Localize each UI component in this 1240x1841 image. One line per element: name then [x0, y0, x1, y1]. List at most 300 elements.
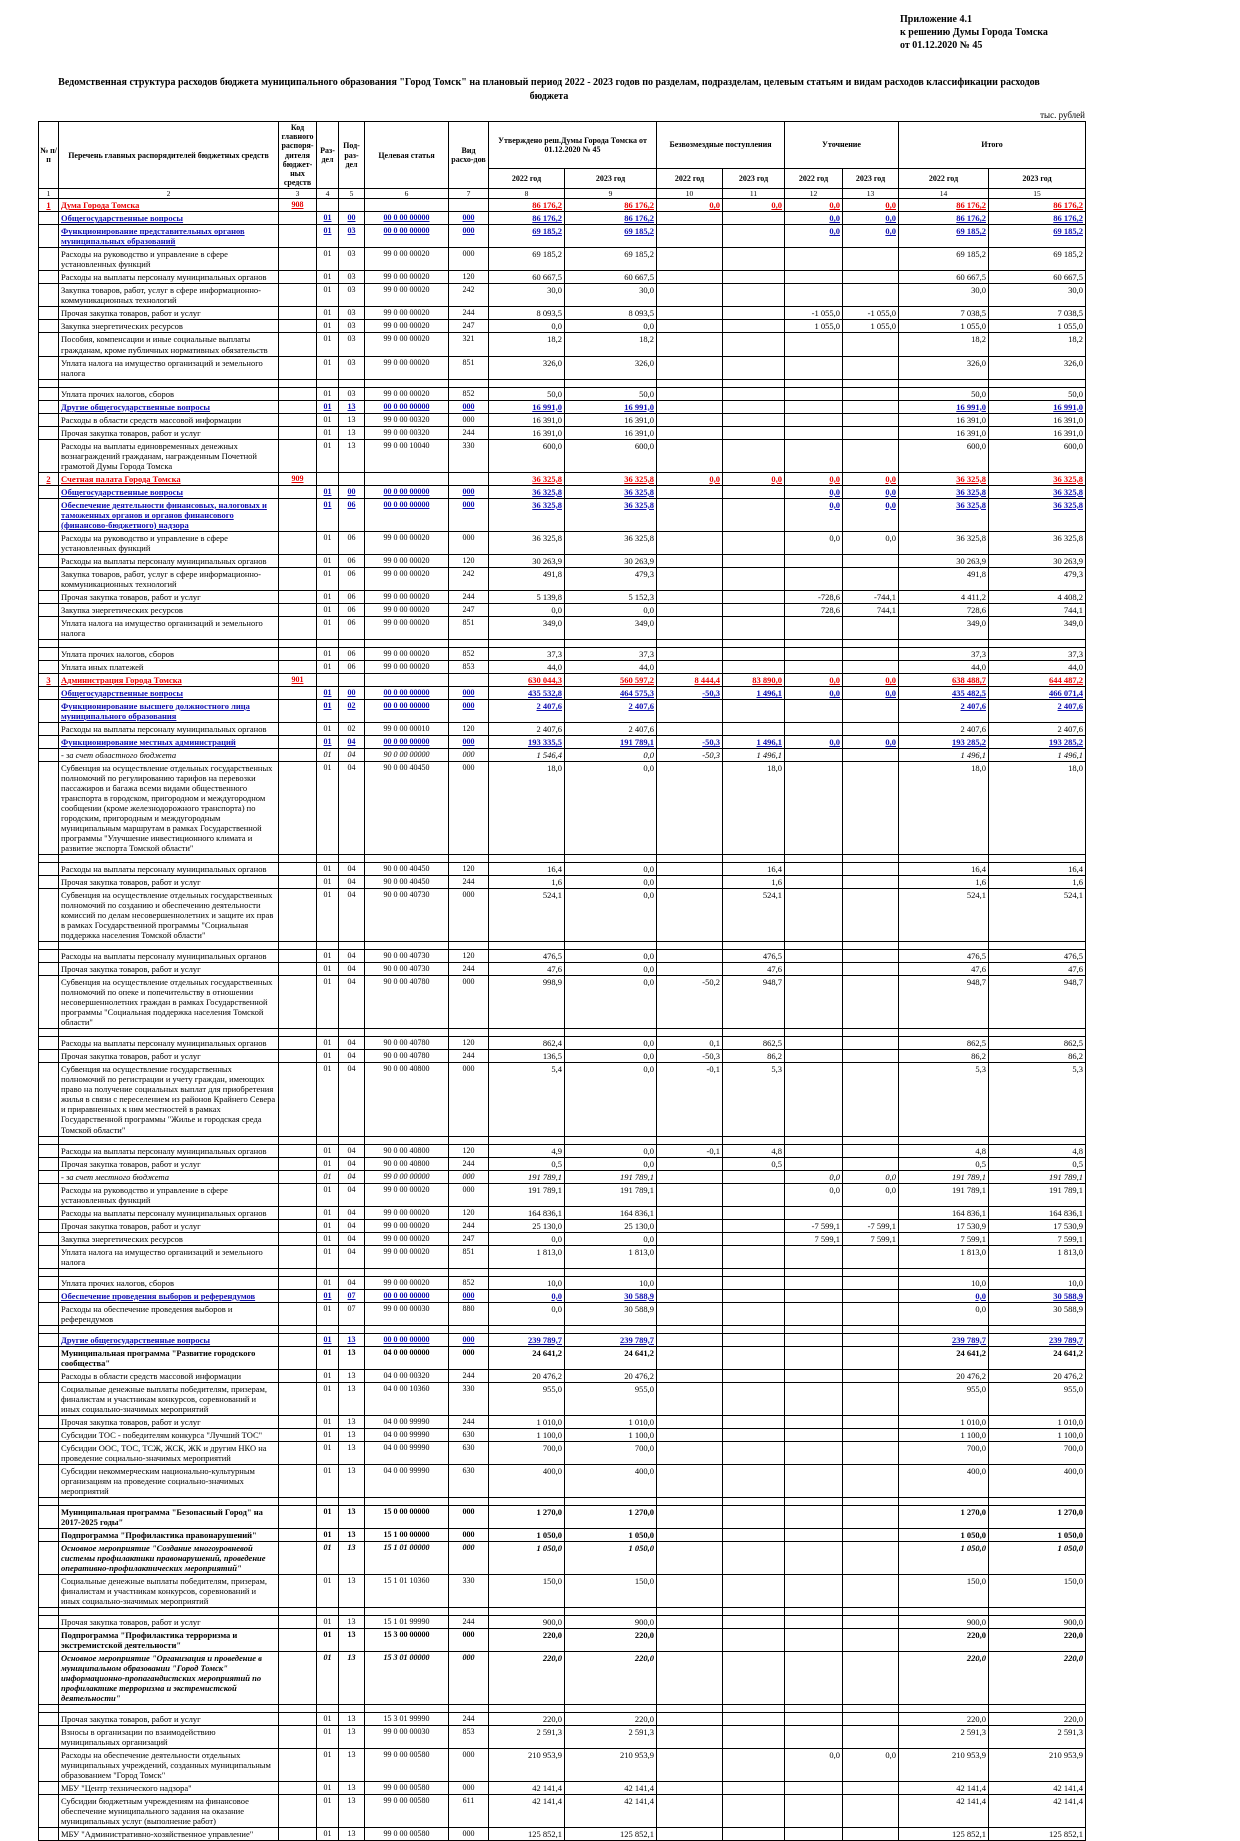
cell-adjustment-2023	[843, 1782, 899, 1795]
cell-gratuitous-2023	[723, 1170, 785, 1183]
cell-total-2022	[899, 379, 989, 387]
cell-razdel: 01	[317, 1170, 339, 1183]
cell-grbs-code	[279, 876, 317, 889]
spacer-row	[39, 1029, 1086, 1037]
cell-total-2022: 20 476,2	[899, 1369, 989, 1382]
cell-expense-type	[449, 1705, 489, 1713]
cell-row-number	[39, 855, 59, 863]
cell-adjustment-2023	[843, 1528, 899, 1541]
cell-total-2022: 638 488,7	[899, 673, 989, 686]
cell-row-number	[39, 603, 59, 616]
cell-gratuitous-2023: 0,5	[723, 1157, 785, 1170]
cell-podrazdel: 06	[339, 567, 365, 590]
cell-approved-2022: 86 176,2	[489, 199, 565, 212]
cell-name: Прочая закупка товаров, работ и услуг	[59, 426, 279, 439]
cell-name: Общегосударственные вопросы	[59, 686, 279, 699]
cell-approved-2022: 220,0	[489, 1713, 565, 1726]
cell-grbs-code	[279, 1268, 317, 1276]
cell-total-2022: 1 270,0	[899, 1505, 989, 1528]
cell-approved-2022: 164 836,1	[489, 1206, 565, 1219]
cell-adjustment-2022	[785, 749, 843, 762]
cell-adjustment-2022	[785, 1497, 843, 1505]
cell-total-2022: 210 953,9	[899, 1749, 989, 1782]
cell-total-2022: 36 325,8	[899, 498, 989, 531]
cell-approved-2023: 400,0	[565, 1464, 657, 1497]
budget-row	[39, 1333, 1086, 1346]
cell-total-2022: 1 050,0	[899, 1528, 989, 1541]
cell-adjustment-2023	[843, 1029, 899, 1037]
cell-row-number	[39, 976, 59, 1029]
column-numbers-row	[39, 189, 1086, 199]
cell-gratuitous-2022	[657, 762, 723, 855]
cell-name	[59, 1136, 279, 1144]
cell-grbs-code: 901	[279, 673, 317, 686]
cell-row-number	[39, 963, 59, 976]
cell-gratuitous-2022	[657, 1629, 723, 1652]
cell-adjustment-2023	[843, 889, 899, 942]
cell-row-number	[39, 1629, 59, 1652]
cell-total-2023: 948,7	[989, 976, 1086, 1029]
cell-razdel: 01	[317, 212, 339, 225]
cell-name: Расходы в области средств массовой информации	[59, 1369, 279, 1382]
cell-adjustment-2022	[785, 1206, 843, 1219]
cell-approved-2022: 0,0	[489, 1302, 565, 1325]
cell-razdel	[317, 1029, 339, 1037]
table-header	[39, 122, 1086, 199]
cell-adjustment-2023: 0,0	[843, 472, 899, 485]
cell-expense-type: 000	[449, 225, 489, 248]
cell-gratuitous-2023	[723, 1616, 785, 1629]
cell-target-article: 99 0 00 00580	[365, 1828, 449, 1841]
cell-adjustment-2022	[785, 1828, 843, 1841]
cell-expense-type: 244	[449, 590, 489, 603]
cell-gratuitous-2022	[657, 1268, 723, 1276]
cell-gratuitous-2022	[657, 1828, 723, 1841]
cell-row-number	[39, 1346, 59, 1369]
cell-adjustment-2022	[785, 567, 843, 590]
cell-name: Обеспечение проведения выборов и референдумов	[59, 1289, 279, 1302]
budget-row	[39, 686, 1086, 699]
column-number: 7	[449, 189, 489, 199]
cell-podrazdel: 13	[339, 1369, 365, 1382]
cell-grbs-code	[279, 567, 317, 590]
cell-name: Уплата налога на имущество организаций и земельного налога	[59, 616, 279, 639]
cell-approved-2022: 435 532,8	[489, 686, 565, 699]
cell-expense-type: 000	[449, 976, 489, 1029]
cell-expense-type	[449, 1136, 489, 1144]
header-approved-2023: 2023 год	[565, 168, 657, 189]
cell-approved-2023	[565, 1705, 657, 1713]
cell-approved-2022: 193 335,5	[489, 735, 565, 748]
cell-adjustment-2022	[785, 1302, 843, 1325]
budget-row	[39, 1782, 1086, 1795]
cell-gratuitous-2022	[657, 426, 723, 439]
cell-podrazdel: 04	[339, 1183, 365, 1206]
spacer-row	[39, 1136, 1086, 1144]
cell-razdel: 01	[317, 307, 339, 320]
cell-approved-2022: 69 185,2	[489, 225, 565, 248]
cell-podrazdel	[339, 1268, 365, 1276]
cell-total-2023: 30,0	[989, 284, 1086, 307]
cell-adjustment-2022: 0,0	[785, 212, 843, 225]
cell-approved-2022: 491,8	[489, 567, 565, 590]
cell-name: Другие общегосударственные вопросы	[59, 400, 279, 413]
cell-adjustment-2023	[843, 379, 899, 387]
cell-adjustment-2022	[785, 284, 843, 307]
cell-name: Общегосударственные вопросы	[59, 212, 279, 225]
cell-adjustment-2023	[843, 1705, 899, 1713]
cell-name: Уплата прочих налогов, сборов	[59, 1276, 279, 1289]
cell-name: Прочая закупка товаров, работ и услуг	[59, 963, 279, 976]
cell-expense-type	[449, 855, 489, 863]
spacer-row	[39, 1268, 1086, 1276]
budget-row	[39, 1206, 1086, 1219]
cell-row-number	[39, 686, 59, 699]
cell-expense-type: 852	[449, 387, 489, 400]
cell-grbs-code	[279, 1616, 317, 1629]
cell-expense-type: 630	[449, 1441, 489, 1464]
cell-adjustment-2023: 0,0	[843, 531, 899, 554]
cell-approved-2022	[489, 1136, 565, 1144]
cell-adjustment-2023	[843, 387, 899, 400]
cell-approved-2023: 349,0	[565, 616, 657, 639]
cell-target-article: 15 3 01 99990	[365, 1713, 449, 1726]
cell-row-number: 2	[39, 472, 59, 485]
cell-approved-2022	[489, 855, 565, 863]
cell-row-number	[39, 1157, 59, 1170]
cell-expense-type	[449, 1608, 489, 1616]
cell-approved-2023: 86 176,2	[565, 199, 657, 212]
cell-approved-2022: 24 641,2	[489, 1346, 565, 1369]
cell-row-number	[39, 413, 59, 426]
cell-approved-2023: 44,0	[565, 660, 657, 673]
cell-razdel: 01	[317, 616, 339, 639]
cell-gratuitous-2023	[723, 722, 785, 735]
cell-target-article	[365, 1029, 449, 1037]
cell-name: Прочая закупка товаров, работ и услуг	[59, 1713, 279, 1726]
cell-gratuitous-2022	[657, 387, 723, 400]
cell-gratuitous-2022	[657, 950, 723, 963]
cell-total-2023: 1 270,0	[989, 1505, 1086, 1528]
cell-podrazdel: 13	[339, 439, 365, 472]
cell-gratuitous-2023	[723, 660, 785, 673]
cell-grbs-code	[279, 1713, 317, 1726]
cell-adjustment-2023	[843, 1346, 899, 1369]
cell-grbs-code	[279, 1136, 317, 1144]
cell-expense-type: 120	[449, 950, 489, 963]
cell-target-article: 00 0 00 00000	[365, 699, 449, 722]
cell-razdel: 01	[317, 1505, 339, 1528]
cell-gratuitous-2022	[657, 1206, 723, 1219]
cell-approved-2022: 8 093,5	[489, 307, 565, 320]
cell-total-2023: 44,0	[989, 660, 1086, 673]
cell-total-2022: 524,1	[899, 889, 989, 942]
header-target-article: Целевая статья	[365, 122, 449, 189]
cell-adjustment-2022	[785, 426, 843, 439]
cell-approved-2023: 220,0	[565, 1713, 657, 1726]
cell-adjustment-2023	[843, 950, 899, 963]
cell-podrazdel: 04	[339, 735, 365, 748]
cell-target-article: 90 0 00 40450	[365, 863, 449, 876]
budget-row	[39, 1382, 1086, 1415]
cell-adjustment-2023	[843, 1629, 899, 1652]
cell-podrazdel: 04	[339, 863, 365, 876]
cell-gratuitous-2023	[723, 1428, 785, 1441]
cell-adjustment-2022	[785, 1382, 843, 1415]
cell-gratuitous-2022	[657, 1170, 723, 1183]
cell-name: Расходы на руководство и управление в сфере установленных функций	[59, 248, 279, 271]
cell-target-article: 99 0 00 00020	[365, 567, 449, 590]
cell-gratuitous-2023	[723, 1333, 785, 1346]
cell-razdel: 01	[317, 1157, 339, 1170]
cell-grbs-code	[279, 1441, 317, 1464]
budget-row	[39, 1289, 1086, 1302]
cell-grbs-code	[279, 950, 317, 963]
cell-approved-2023: 560 597,2	[565, 673, 657, 686]
budget-row	[39, 950, 1086, 963]
cell-podrazdel: 13	[339, 413, 365, 426]
cell-gratuitous-2022	[657, 855, 723, 863]
cell-name: Другие общегосударственные вопросы	[59, 1333, 279, 1346]
budget-row	[39, 439, 1086, 472]
cell-adjustment-2022	[785, 413, 843, 426]
cell-approved-2022: 2 591,3	[489, 1726, 565, 1749]
cell-approved-2023: 0,0	[565, 950, 657, 963]
cell-adjustment-2022	[785, 1415, 843, 1428]
cell-expense-type: 000	[449, 1170, 489, 1183]
cell-name: Муниципальная программа "Развитие городского сообщества"	[59, 1346, 279, 1369]
header-adjustment-2023: 2023 год	[843, 168, 899, 189]
cell-approved-2022: 37,3	[489, 647, 565, 660]
cell-name	[59, 855, 279, 863]
column-number: 9	[565, 189, 657, 199]
column-number: 1	[39, 189, 59, 199]
budget-row	[39, 722, 1086, 735]
cell-total-2023: 210 953,9	[989, 1749, 1086, 1782]
column-number: 8	[489, 189, 565, 199]
cell-row-number	[39, 1302, 59, 1325]
cell-name: Субсидии бюджетным учреждениям на финансовое обеспечение муниципального задания на оказание муниципальных услуг (выполнение работ)	[59, 1795, 279, 1828]
cell-adjustment-2023	[843, 1050, 899, 1063]
cell-row-number	[39, 1050, 59, 1063]
cell-adjustment-2023: 0,0	[843, 673, 899, 686]
cell-total-2022: 16 391,0	[899, 413, 989, 426]
cell-podrazdel: 13	[339, 1713, 365, 1726]
cell-approved-2022: 1 010,0	[489, 1415, 565, 1428]
cell-name	[59, 942, 279, 950]
cell-total-2022: 17 530,9	[899, 1219, 989, 1232]
cell-total-2023: 18,2	[989, 333, 1086, 356]
cell-total-2022: 728,6	[899, 603, 989, 616]
cell-target-article: 90 0 00 40730	[365, 950, 449, 963]
cell-gratuitous-2022	[657, 439, 723, 472]
column-number: 10	[657, 189, 723, 199]
cell-total-2023: 644 487,2	[989, 673, 1086, 686]
cell-adjustment-2023	[843, 248, 899, 271]
column-number: 2	[59, 189, 279, 199]
cell-approved-2023: 0,0	[565, 1144, 657, 1157]
cell-approved-2023: 86 176,2	[565, 212, 657, 225]
cell-total-2023: 191 789,1	[989, 1183, 1086, 1206]
cell-razdel: 01	[317, 356, 339, 379]
cell-row-number	[39, 1276, 59, 1289]
cell-gratuitous-2023	[723, 379, 785, 387]
cell-adjustment-2022	[785, 1063, 843, 1136]
cell-grbs-code	[279, 1037, 317, 1050]
cell-approved-2022: 600,0	[489, 439, 565, 472]
cell-gratuitous-2022: 8 444,4	[657, 673, 723, 686]
cell-adjustment-2022: 0,0	[785, 735, 843, 748]
cell-grbs-code	[279, 639, 317, 647]
cell-gratuitous-2023	[723, 1713, 785, 1726]
cell-row-number	[39, 387, 59, 400]
cell-name: Уплата прочих налогов, сборов	[59, 387, 279, 400]
cell-total-2023	[989, 942, 1086, 950]
cell-total-2023: 220,0	[989, 1652, 1086, 1705]
cell-approved-2022: 5,4	[489, 1063, 565, 1136]
cell-grbs-code	[279, 1428, 317, 1441]
cell-podrazdel: 13	[339, 400, 365, 413]
cell-podrazdel: 04	[339, 749, 365, 762]
cell-razdel: 01	[317, 426, 339, 439]
cell-approved-2022: 630 044,3	[489, 673, 565, 686]
cell-gratuitous-2022	[657, 590, 723, 603]
cell-adjustment-2023	[843, 271, 899, 284]
cell-approved-2022	[489, 1029, 565, 1037]
cell-gratuitous-2022	[657, 942, 723, 950]
cell-razdel: 01	[317, 1542, 339, 1575]
cell-name: Уплата налога на имущество организаций и земельного налога	[59, 356, 279, 379]
cell-approved-2023: 220,0	[565, 1652, 657, 1705]
appendix-line-2: к решению Думы Города Томска	[900, 27, 1048, 38]
cell-expense-type: 000	[449, 1063, 489, 1136]
cell-row-number	[39, 1652, 59, 1705]
cell-razdel: 01	[317, 1652, 339, 1705]
cell-total-2022: 220,0	[899, 1629, 989, 1652]
budget-row	[39, 225, 1086, 248]
cell-adjustment-2022	[785, 271, 843, 284]
cell-name: Расходы на обеспечение проведения выборов и референдумов	[59, 1302, 279, 1325]
cell-razdel: 01	[317, 387, 339, 400]
cell-adjustment-2023: -744,1	[843, 590, 899, 603]
cell-grbs-code	[279, 387, 317, 400]
cell-target-article: 99 0 00 00020	[365, 320, 449, 333]
cell-adjustment-2022	[785, 699, 843, 722]
budget-row	[39, 1713, 1086, 1726]
cell-approved-2022	[489, 1608, 565, 1616]
header-expense-type: Вид расхо-дов	[449, 122, 489, 189]
cell-expense-type: 244	[449, 1157, 489, 1170]
cell-adjustment-2022: 0,0	[785, 673, 843, 686]
cell-name: Прочая закупка товаров, работ и услуг	[59, 1050, 279, 1063]
cell-total-2022	[899, 1705, 989, 1713]
cell-target-article: 04 0 00 00000	[365, 1346, 449, 1369]
cell-row-number	[39, 498, 59, 531]
cell-approved-2023	[565, 855, 657, 863]
cell-podrazdel: 13	[339, 1726, 365, 1749]
cell-name: МБУ "Административно-хозяйственное управление"	[59, 1828, 279, 1841]
cell-grbs-code	[279, 1232, 317, 1245]
cell-grbs-code	[279, 426, 317, 439]
cell-razdel	[317, 1705, 339, 1713]
cell-adjustment-2023	[843, 1828, 899, 1841]
cell-expense-type	[449, 472, 489, 485]
cell-grbs-code	[279, 863, 317, 876]
cell-approved-2023: 1 050,0	[565, 1542, 657, 1575]
cell-total-2022: 69 185,2	[899, 225, 989, 248]
cell-total-2023	[989, 1268, 1086, 1276]
cell-expense-type: 244	[449, 426, 489, 439]
cell-podrazdel: 06	[339, 616, 365, 639]
cell-gratuitous-2022	[657, 284, 723, 307]
cell-grbs-code	[279, 963, 317, 976]
cell-adjustment-2022	[785, 1616, 843, 1629]
cell-podrazdel: 04	[339, 1037, 365, 1050]
cell-total-2022: 955,0	[899, 1382, 989, 1415]
cell-adjustment-2023	[843, 762, 899, 855]
cell-total-2023: 193 285,2	[989, 735, 1086, 748]
cell-row-number	[39, 400, 59, 413]
cell-grbs-code	[279, 699, 317, 722]
cell-total-2023: 86 176,2	[989, 199, 1086, 212]
budget-row	[39, 1505, 1086, 1528]
cell-name: Прочая закупка товаров, работ и услуг	[59, 1219, 279, 1232]
cell-total-2022: 220,0	[899, 1652, 989, 1705]
cell-gratuitous-2023	[723, 1232, 785, 1245]
cell-razdel: 01	[317, 749, 339, 762]
budget-row	[39, 1726, 1086, 1749]
cell-row-number	[39, 1333, 59, 1346]
cell-total-2022: 1 813,0	[899, 1245, 989, 1268]
cell-name: Функционирование высшего должностного лица муниципального образования	[59, 699, 279, 722]
cell-name	[59, 1497, 279, 1505]
cell-podrazdel: 13	[339, 1505, 365, 1528]
cell-name: Расходы на выплаты персоналу муниципальных органов	[59, 1037, 279, 1050]
cell-gratuitous-2023	[723, 554, 785, 567]
cell-adjustment-2022: 728,6	[785, 603, 843, 616]
cell-expense-type: 000	[449, 762, 489, 855]
cell-expense-type: 000	[449, 1652, 489, 1705]
budget-row	[39, 1575, 1086, 1608]
cell-approved-2023: 16 991,0	[565, 400, 657, 413]
cell-target-article	[365, 379, 449, 387]
cell-razdel: 01	[317, 413, 339, 426]
cell-name: Закупка энергетических ресурсов	[59, 603, 279, 616]
cell-target-article: 99 0 00 00020	[365, 1245, 449, 1268]
cell-gratuitous-2023: 948,7	[723, 976, 785, 1029]
cell-gratuitous-2023	[723, 603, 785, 616]
cell-row-number	[39, 1749, 59, 1782]
cell-row-number	[39, 1542, 59, 1575]
cell-razdel: 01	[317, 699, 339, 722]
cell-approved-2022: 25 130,0	[489, 1219, 565, 1232]
cell-gratuitous-2023	[723, 1528, 785, 1541]
cell-razdel: 01	[317, 686, 339, 699]
cell-approved-2022	[489, 379, 565, 387]
cell-adjustment-2022	[785, 616, 843, 639]
cell-gratuitous-2022	[657, 722, 723, 735]
cell-total-2023: 700,0	[989, 1441, 1086, 1464]
cell-adjustment-2023	[843, 426, 899, 439]
cell-total-2022: 47,6	[899, 963, 989, 976]
cell-approved-2023: 125 852,1	[565, 1828, 657, 1841]
cell-approved-2023: 30 588,9	[565, 1302, 657, 1325]
cell-razdel: 01	[317, 531, 339, 554]
budget-row	[39, 1542, 1086, 1575]
cell-expense-type: 330	[449, 439, 489, 472]
cell-razdel: 01	[317, 1245, 339, 1268]
cell-total-2022	[899, 1497, 989, 1505]
